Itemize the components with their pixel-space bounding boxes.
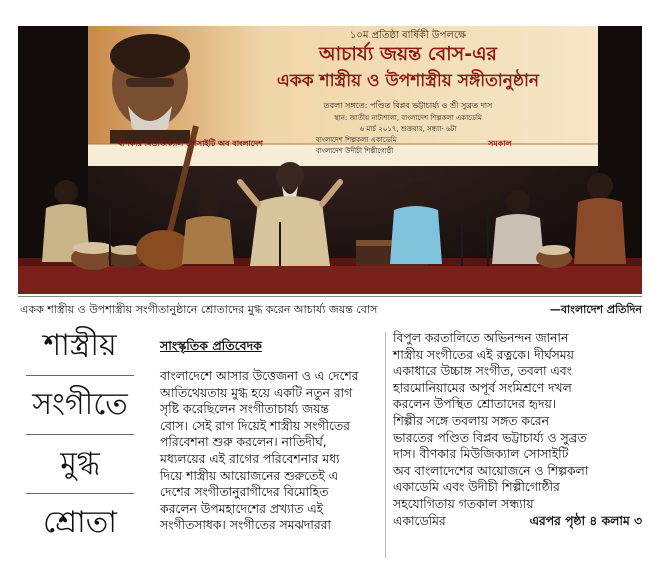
tabla-right xyxy=(536,245,572,268)
banner-title-line2: একক শাস্ত্রীয় ও উপশাস্ত্রীয় সঙ্গীতানুষ্ঠান xyxy=(276,71,540,91)
banner-organizer: বীণকার মিউজিক্যাল সোসাইটি অব বাংলাদেশ xyxy=(118,139,263,148)
headline-word-3: মুগ্ধ xyxy=(60,446,100,481)
banner-detail-line1: তবলা সঙ্গতে: পণ্ডিত বিপ্লব ভট্টাচার্য্য ও শ্রী সুব্রত দাস xyxy=(323,101,493,110)
continued-on-link[interactable]: এরপর পৃষ্ঠা ৪ কলাম ৩ xyxy=(529,513,642,528)
article-line: বিপুল করতালিতে অভিনন্দন জানান xyxy=(393,331,569,345)
banner-partner-2: বাংলাদেশ উদীচী শিল্পীগোষ্ঠী xyxy=(316,147,394,155)
article-line: সহযোগিতায় গতকাল সন্ধ্যায় xyxy=(393,496,534,511)
concert-photo xyxy=(18,26,642,294)
article-line: অব বাংলাদেশের আয়োজনে ও শিল্পকলা xyxy=(393,463,589,478)
article-line: দেশের সংগীতানুরাগীদের বিমোহিত xyxy=(160,485,329,500)
headline-word-2: সংগীতে xyxy=(32,387,128,422)
article-line: আতিথেয়তায় মুগ্ধ হয়ে একটি নতুন রাগ xyxy=(160,385,353,400)
article-line-start: একাডেমির xyxy=(393,513,446,528)
article-line: পরিবেশনা শুরু করলেন। নাতিদীর্ঘ, xyxy=(160,435,327,450)
article-line: করলেন উপমহাদেশের প্রখ্যাত এই xyxy=(160,501,324,516)
article-paragraph xyxy=(160,368,378,534)
headline-divider xyxy=(26,493,134,494)
headline-divider xyxy=(26,375,134,376)
article-line: বোস। সেই রাগ দিয়েই শাস্ত্রীয় সংগীতের xyxy=(160,418,350,433)
headline-word-4: শ্রোতা xyxy=(43,505,117,540)
article-line: মধ্যলয়ের এই রাগের পরিবেশনার মধ্য xyxy=(160,451,340,466)
article-line: সংগীতসাধক। সংগীতের সমঝদাররা xyxy=(160,518,331,533)
article-line: দিয়ে শাস্ত্রীয় আয়োজনের শুরুতেই এ xyxy=(160,468,338,483)
banner-title-line1: আচার্য্য জয়ন্ত বোস-এর xyxy=(318,43,498,65)
article-line: শাস্ত্রীয় সংগীতের এই রত্নকে। দীর্ঘসময় xyxy=(393,347,574,362)
article-column-1 xyxy=(160,332,378,534)
photo-credit: —বাংলাদেশ প্রতিদিন xyxy=(549,303,642,316)
banner-detail-line3: ৬ মার্চ ২০১৭, শুক্রবার, সন্ধ্যা- ৬টা xyxy=(359,125,457,133)
caption-divider xyxy=(18,296,642,297)
article-column-2 xyxy=(393,330,642,529)
article-line: শিল্পীর সঙ্গে তবলায় সঙ্গত করেন xyxy=(393,413,549,428)
headline-word-1: শাস্ত্রীয় xyxy=(43,328,117,363)
banner-partner-1: বাংলাদেশ শিল্পকলা একাডেমি xyxy=(316,136,397,144)
article-line: সৃষ্টি করেছিলেন সংগীতাচার্য্য জয়ন্ত xyxy=(160,402,329,417)
banner-detail-line2: স্থান: জাতীয় নাট্যশালা, বাংলাদেশ শিল্পকলা একাডেমি xyxy=(334,114,482,122)
article-last-line xyxy=(393,513,642,530)
article-line: ভারতের পণ্ডিত বিপ্লব ভট্টাচার্য্য ও সুব্রত xyxy=(393,430,587,445)
stage-carpet xyxy=(18,264,642,294)
article-line: বাংলাদেশে আসার উত্তেজনা ও এ দেশের xyxy=(160,369,359,383)
tabla-left xyxy=(71,242,144,270)
photo-caption: একক শাস্ত্রীয় ও উপশাস্ত্রীয় সংগীতানুষ্ঠানে শ্রোতাদের মুগ্ধ করেন আচার্য্য জয়ন্ত বোস xyxy=(20,303,378,316)
article-line: একাডেমি এবং উদীচী শিল্পীগোষ্ঠীর xyxy=(393,480,560,495)
article-line: একাধারে উচ্চাঙ্গ সংগীত, তবলা এবং xyxy=(393,364,572,379)
banner-sponsor: সমকাল xyxy=(488,139,512,148)
column-divider xyxy=(385,332,386,558)
article-byline: সাংস্কৃতিক প্রতিবেদক xyxy=(160,338,262,353)
headline-divider xyxy=(26,434,134,435)
banner-subtitle: ১০ম প্রতিষ্ঠা বার্ষিকী উপলক্ষে xyxy=(349,30,467,41)
article-line: করলেন উপস্থিত শ্রোতাদের হৃদয়। xyxy=(393,397,557,412)
article-line: হারমোনিয়ামের অপূর্ব সংমিশ্রণে দখল xyxy=(393,380,572,395)
article-line: দাস। বীণকার মিউজিক্যাল সোসাইটি xyxy=(393,447,569,462)
headline xyxy=(18,326,142,562)
